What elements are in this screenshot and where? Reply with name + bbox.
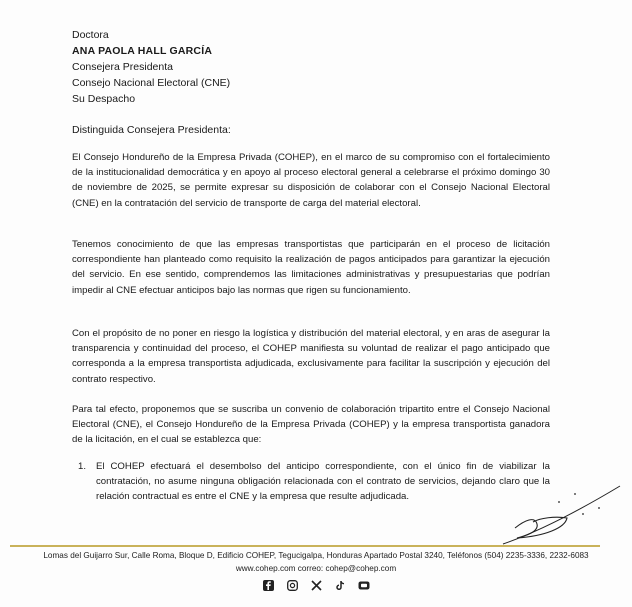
paragraph: Tenemos conocimiento de que las empresas transportistas que participarán en el proceso de licitación correspondiente han planteado como requisito la realización de pagos anticipados para garantizar la ejecución del servicio. En ese sentido, comprendemos las limitaciones administrativas y presupuestarias que podrían impedir al CNE efectuar anticipos bajo las normas que rigen su funcionamiento. — [72, 239, 550, 296]
recipient-name: ANA PAOLA HALL GARCÍA — [72, 45, 213, 57]
paragraph: Con el propósito de no poner en riesgo la logística y distribución del material electoral, y en aras de asegurar la transparencia y continuidad del proceso, el COHEP manifiesta su voluntad de realizar el pago anticipado que corresponda a la empresa transportista adjudicada, exclusivamente para facilitar la suscripción y ejecución del contrato respectivo. — [72, 328, 550, 385]
recipient-position: Consejera Presidenta — [72, 61, 173, 73]
instagram-icon[interactable] — [286, 579, 298, 591]
signature — [495, 478, 625, 548]
tiktok-icon[interactable] — [334, 579, 346, 591]
recipient-office: Su Despacho — [72, 93, 136, 105]
social-icons — [0, 579, 632, 591]
list-item-text: El COHEP efectuará el desembolso del anticipo correspondiente, con el único fin de viabilizar la contratación, no asume ninguna obligación relacionada con el contrato de servicios, dejando claro que la relación contractual es entre el CNE y la empresa que resulte adjudicada. — [96, 461, 550, 503]
greeting: Distinguida Consejera Presidenta: — [72, 124, 231, 136]
footer-address: Lomas del Guijarro Sur, Calle Roma, Bloque D, Edificio COHEP, Tegucigalpa, Honduras Apartado Postal 3240, Teléfonos (504) 2235-3336, 2232-6083 — [43, 551, 589, 560]
footer-divider — [10, 545, 600, 547]
paragraph: El Consejo Hondureño de la Empresa Privada (COHEP), en el marco de su compromiso con el fortalecimiento de la institucionalidad democrática y en apoyo al proceso electoral general a celebrarse el próximo domingo 30 de noviembre de 2025, se permite expresar su disposición de colaborar con el Consejo Nacional Electoral (CNE) en la contratación del servicio de transporte de carga del material electoral. — [72, 152, 550, 209]
youtube-icon[interactable] — [358, 579, 370, 591]
recipient-title: Doctora — [72, 29, 109, 41]
x-icon[interactable] — [310, 579, 322, 591]
footer-contact: www.cohep.com correo: cohep@cohep.com — [235, 564, 397, 573]
list-item-number: 1. — [78, 461, 87, 472]
paragraph: Para tal efecto, proponemos que se suscriba un convenio de colaboración tripartito entre el Consejo Nacional Electoral (CNE), el Consejo Hondureño de la Empresa Privada (COHEP) y la empresa transportista ganadora de la licitación, en el cual se establezca que: — [72, 404, 550, 446]
recipient-institution: Consejo Nacional Electoral (CNE) — [72, 77, 231, 89]
facebook-icon[interactable] — [262, 579, 274, 591]
